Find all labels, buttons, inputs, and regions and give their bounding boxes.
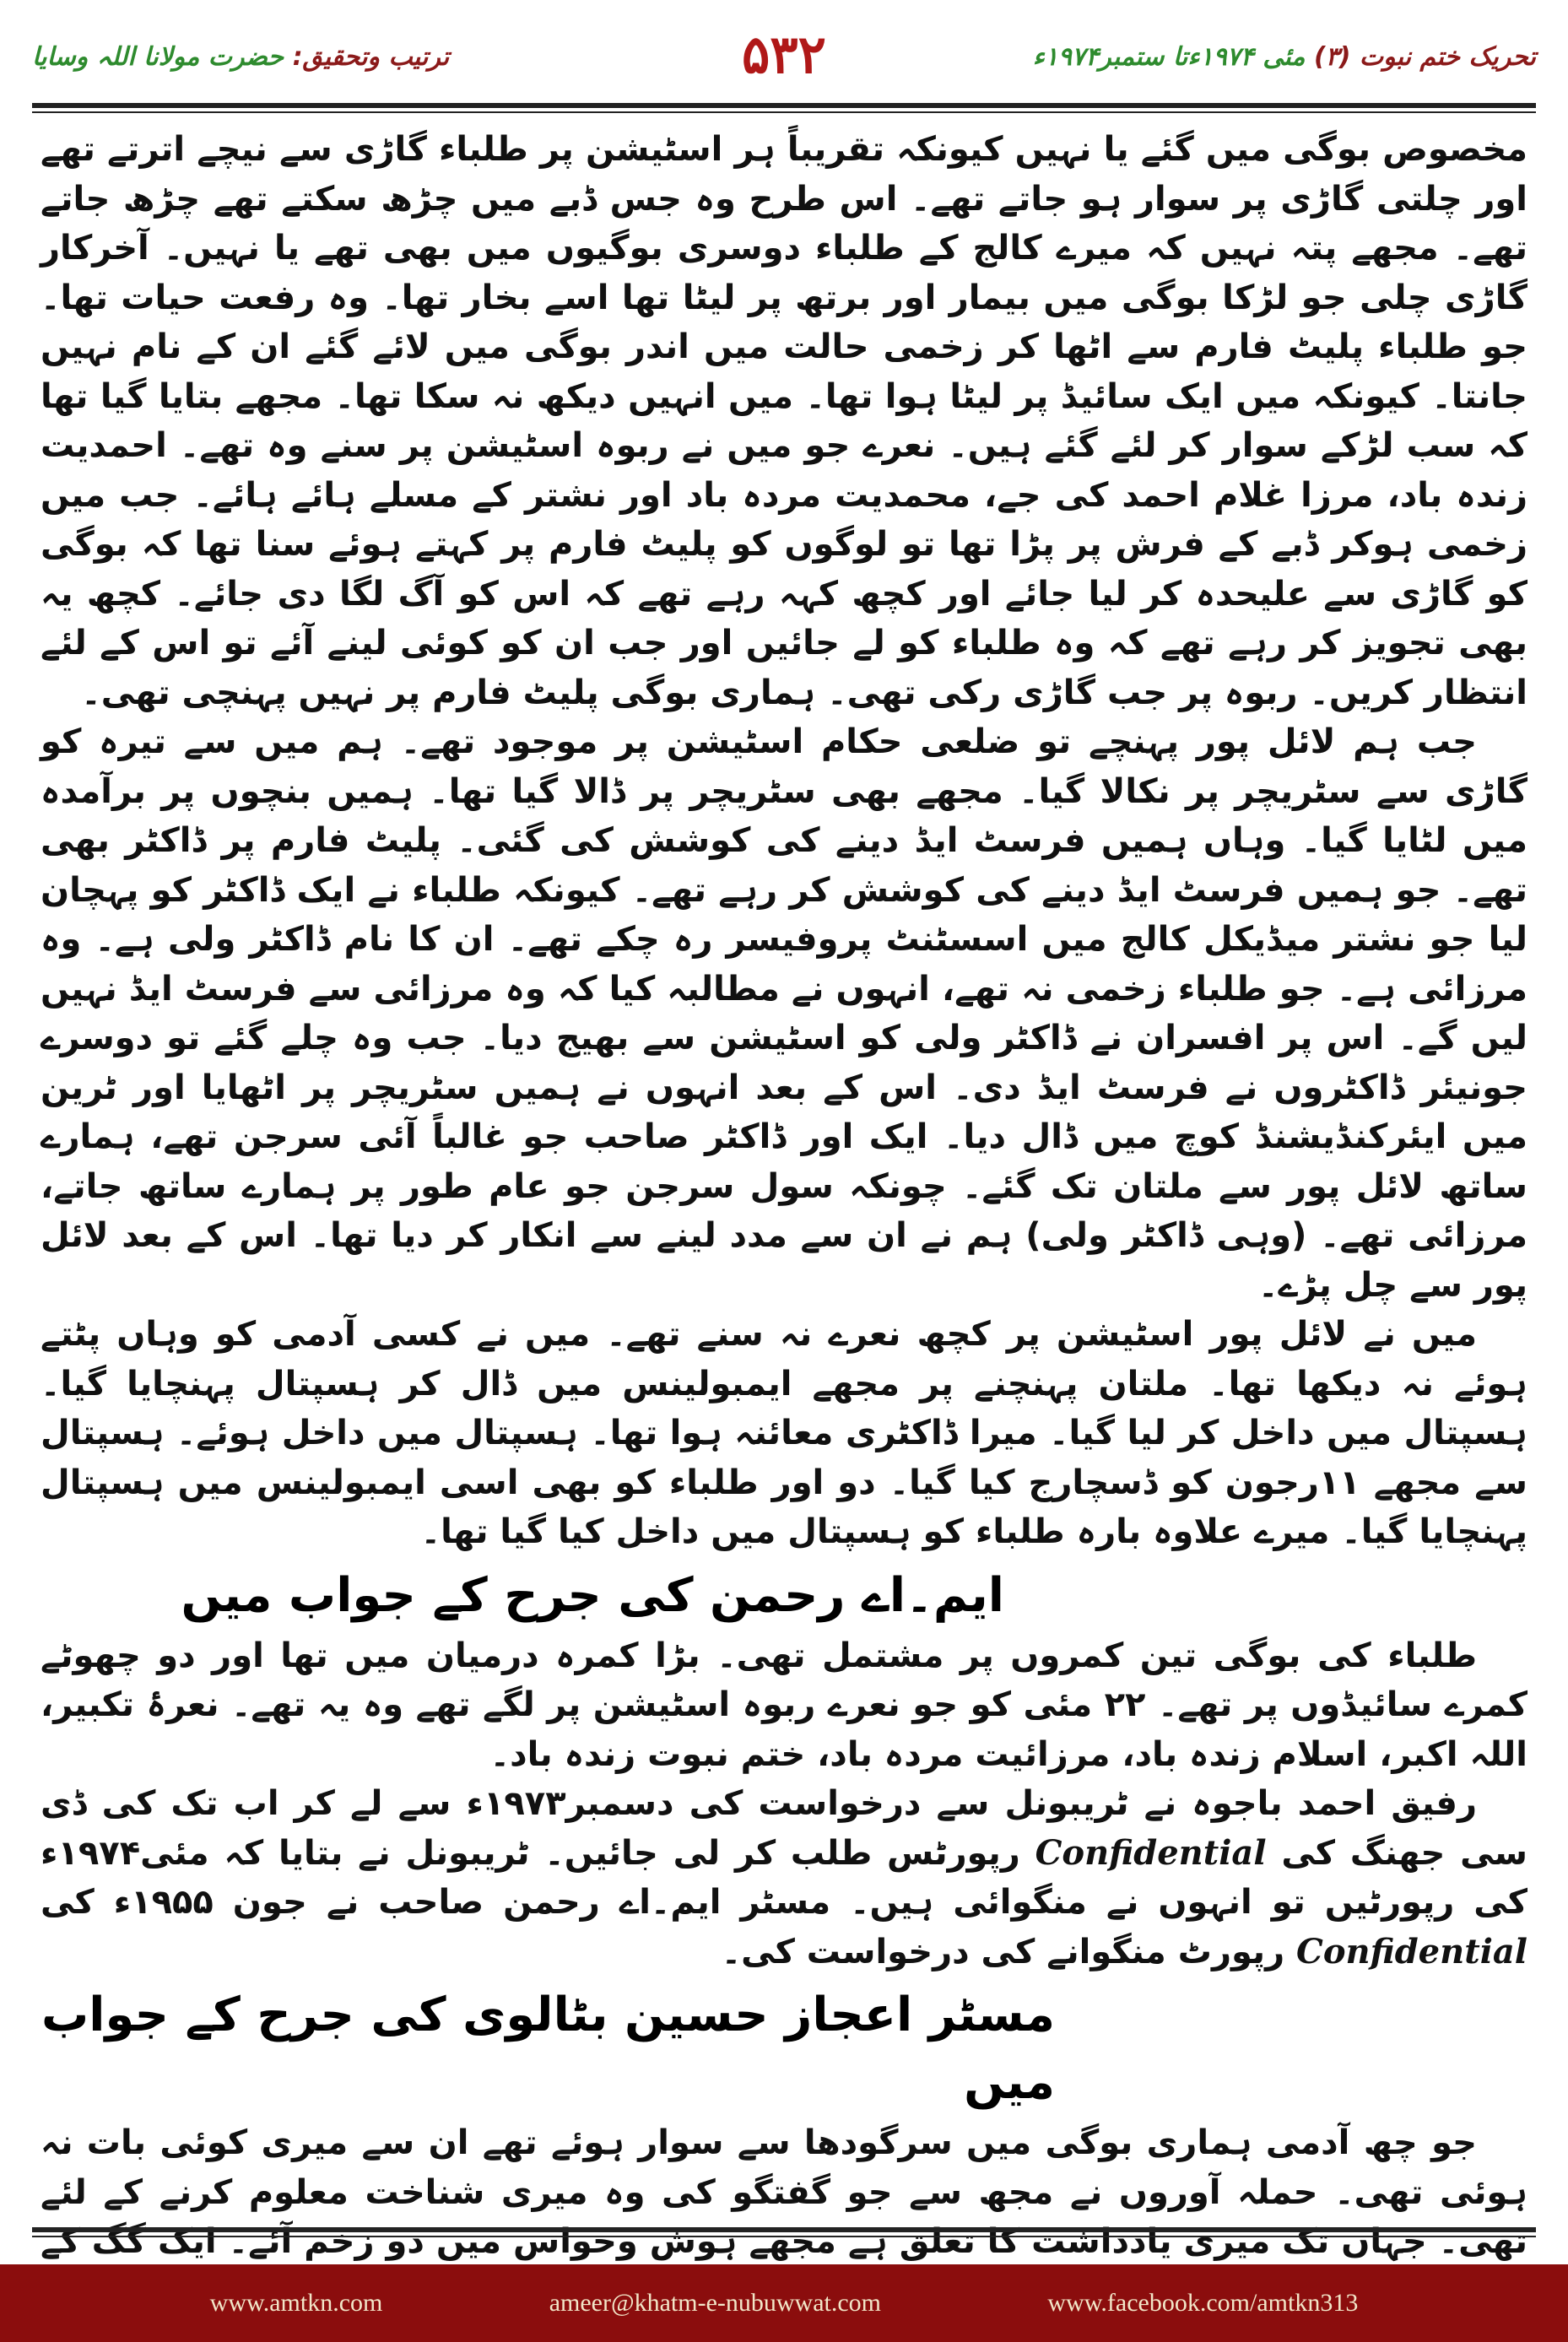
paragraph-2: جب ہم لائل پور پہنچے تو ضلعی حکام اسٹیشن پر موجود تھے۔ ہم میں سے تیرہ کو گاڑی سے سٹریچر پر نکالا گیا۔ مجھے بھی سٹریچر پر ڈالا گیا تھا۔ ہمیں بنچوں پر برآمدہ میں لٹایا گیا۔ وہاں ہمیں فرسٹ ایڈ دینے کی کوشش کی گئی۔ پلیٹ فارم پر ڈاکٹر بھی تھے۔ جو ہمیں فرسٹ ایڈ دینے کی کوشش کر رہے تھے۔ کیونکہ طلباء نے ایک ڈاکٹر کو پہچان لیا جو نشتر میڈیکل کالج میں اسسٹنٹ پروفیسر رہ چکے تھے۔ ان کا نام ڈاکٹر ولی ہے۔ وہ مرزائی ہے۔ جو طلباء زخمی نہ تھے، انہوں نے مطالبہ کیا کہ وہ مرزائی سے فرسٹ ایڈ نہیں لیں گے۔ اس پر افسران نے ڈاکٹر ولی کو اسٹیشن سے بھیج دیا۔ جب وہ چلے گئے تو دوسرے جونیئر ڈاکٹروں نے فرسٹ ایڈ دی۔ اس کے بعد انہوں نے ہمیں سٹریچر پر اٹھایا اور ٹرین میں ایئرکنڈیشنڈ کوچ میں ڈال دیا۔ ایک اور ڈاکٹر صاحب جو غالباً آئی سرجن تھے، ہمارے ساتھ لائل پور سے ملتان تک گئے۔ چونکہ سول سرجن جو عام طور پر ہمارے ساتھ جاتے، مرزائی تھے۔ (وہی ڈاکٹر ولی) ہم نے ان سے مدد لینے سے انکار کر دیا تھا۔ اس کے بعد لائل پور سے چل پڑے۔	[41, 722, 1527, 1305]
confidential-term-1: Confidential	[1035, 1832, 1267, 1873]
paragraph-4: طلباء کی بوگی تین کمروں پر مشتمل تھی۔ بڑا کمرہ درمیان میں تھا اور دو چھوٹے کمرے سائیڈوں پر تھے۔ ۲۲ مئی کو جو نعرے ربوہ اسٹیشن پر لگے تھے وہ یہ تھے۔ نعرۂ تکبیر، اللہ اکبر، اسلام زندہ باد، مرزائیت مردہ باد، ختم نبوت زندہ باد۔	[41, 1636, 1527, 1774]
website-link[interactable]: www.amtkn.com	[209, 2289, 383, 2317]
paragraph-5-part-1: رفیق احمد باجوہ نے ٹریبونل سے درخواست کی دسمبر۱۹۷۳ء سے لے کر اب تک کی ڈی سی جھنگ کی	[41, 1784, 1527, 1873]
paragraph-5-part-3: رپورٹ منگوانے کی درخواست کی۔	[721, 1932, 1285, 1971]
paragraph-6: جو چھ آدمی ہماری بوگی میں سرگودھا سے سوار ہوئے تھے ان سے میری کوئی بات نہ ہوئی تھی۔ حملہ آوروں نے مجھ سے جو گفتگو کی وہ میری شناخت معلوم کرنے کے لئے تھی۔ جہاں تک میری یادداشت کا تعلق ہے مجھے ہوش وحواس میں دو زخم آئے۔ ایک گگ کے	[41, 2123, 1527, 2261]
page-number: ۵۳۲	[742, 24, 826, 85]
email-link[interactable]: ameer@khatm-e-nubuwwat.com	[549, 2289, 882, 2317]
page-content	[41, 125, 1527, 2261]
section-heading-rahman: ایم۔اے رحمن کی جرح کے جواب میں	[181, 1567, 1004, 1623]
confidential-term-2: Confidential	[1296, 1931, 1527, 1971]
compiler-block	[32, 42, 449, 72]
footer-links	[0, 2264, 1568, 2342]
paragraph-5-part-2: رپورٹس طلب کر لی جائیں۔ ٹریبونل نے بتایا کہ مئی۱۹۷۴ء کی رپورٹیں تو انہوں نے منگوائی ہیں۔ مسٹر ایم۔اے رحمن صاحب نے جون ۱۹۵۵ء کی	[41, 1833, 1527, 1922]
paragraph-1: مخصوص بوگی میں گئے یا نہیں کیونکہ تقریباً ہر اسٹیشن پر طلباء گاڑی سے نیچے اترتے تھے اور چلتی گاڑی پر سوار ہو جاتے تھے۔ اس طرح وہ جس ڈبے میں چڑھ سکتے تھے چڑھ جاتے تھے۔ مجھے پتہ نہیں کہ میرے کالج کے طلباء دوسری بوگیوں میں بھی تھے یا نہیں۔ آخرکار گاڑی چلی جو لڑکا بوگی میں بیمار اور برتھ پر لیٹا تھا اسے بخار تھا۔ وہ رفعت حیات تھا۔ جو طلباء پلیٹ فارم سے اٹھا کر زخمی حالت میں اندر بوگی میں لائے گئے ان کے نام نہیں جانتا۔ کیونکہ میں ایک سائیڈ پر لیٹا ہوا تھا۔ میں انہیں دیکھ نہ سکا تھا۔ مجھے بتایا گیا تھا کہ سب لڑکے سوار کر لئے گئے ہیں۔ نعرے جو میں نے ربوہ اسٹیشن پر سنے وہ تھے۔ احمدیت زندہ باد، مرزا غلام احمد کی جے، محمدیت مردہ باد اور نشتر کے مسلے ہائے ہائے۔ جب میں زخمی ہوکر ڈبے کے فرش پر پڑا تھا تو لوگوں کو پلیٹ فارم پر کہتے ہوئے سنا تھا کہ بوگی کو گاڑی سے علیحدہ کر لیا جائے اور کچھ کہہ رہے تھے کہ اس کو آگ لگا دی جائے۔ کچھ یہ بھی تجویز کر رہے تھے کہ وہ طلباء کو لے جائیں اور جب ان کو کوئی لینے آئے تو اس کے لئے انتظار کریں۔ ربوہ پر جب گاڑی رکی تھی۔ ہماری بوگی پلیٹ فارم پر نہیں پہنچی تھی۔	[41, 130, 1527, 712]
footer-divider	[32, 2227, 1536, 2237]
section-heading-batalvi: مسٹر اعجاز حسین بٹالوی کی جرح کے جواب میں	[41, 1988, 1055, 2110]
header-divider	[32, 103, 1536, 113]
paragraph-5	[41, 1779, 1527, 1977]
paragraph-3: میں نے لائل پور اسٹیشن پر کچھ نعرے نہ سنے تھے۔ میں نے کسی آدمی کو وہاں پٹتے ہوئے نہ دیکھا تھا۔ ملتان پہنچنے پر مجھے ایمبولینس میں ڈال کر ہسپتال پہنچایا گیا۔ ہسپتال میں داخل کر لیا گیا۔ میرا ڈاکٹری معائنہ ہوا تھا۔ ہسپتال میں داخل ہوئے۔ ہسپتال سے مجھے ۱۱رجون کو ڈسچارج کیا گیا۔ دو اور طلباء کو بھی اسی ایمبولینس میں ہسپتال پہنچایا گیا۔ میرے علاوہ بارہ طلباء کو ہسپتال میں داخل کیا گیا تھا۔	[41, 1315, 1527, 1551]
series-title: تحریک ختم نبوت (۳)	[1313, 42, 1536, 72]
facebook-link[interactable]: www.facebook.com/amtkn313	[1047, 2289, 1359, 2317]
compiler-label: ترتیب وتحقیق:	[292, 42, 450, 72]
compiler-name: حضرت مولانا اللہ وسایا	[32, 42, 284, 72]
page-header	[32, 15, 1536, 108]
series-dates: مئی ۱۹۷۴ءتا ستمبر۱۹۷۴ء	[1032, 42, 1306, 72]
